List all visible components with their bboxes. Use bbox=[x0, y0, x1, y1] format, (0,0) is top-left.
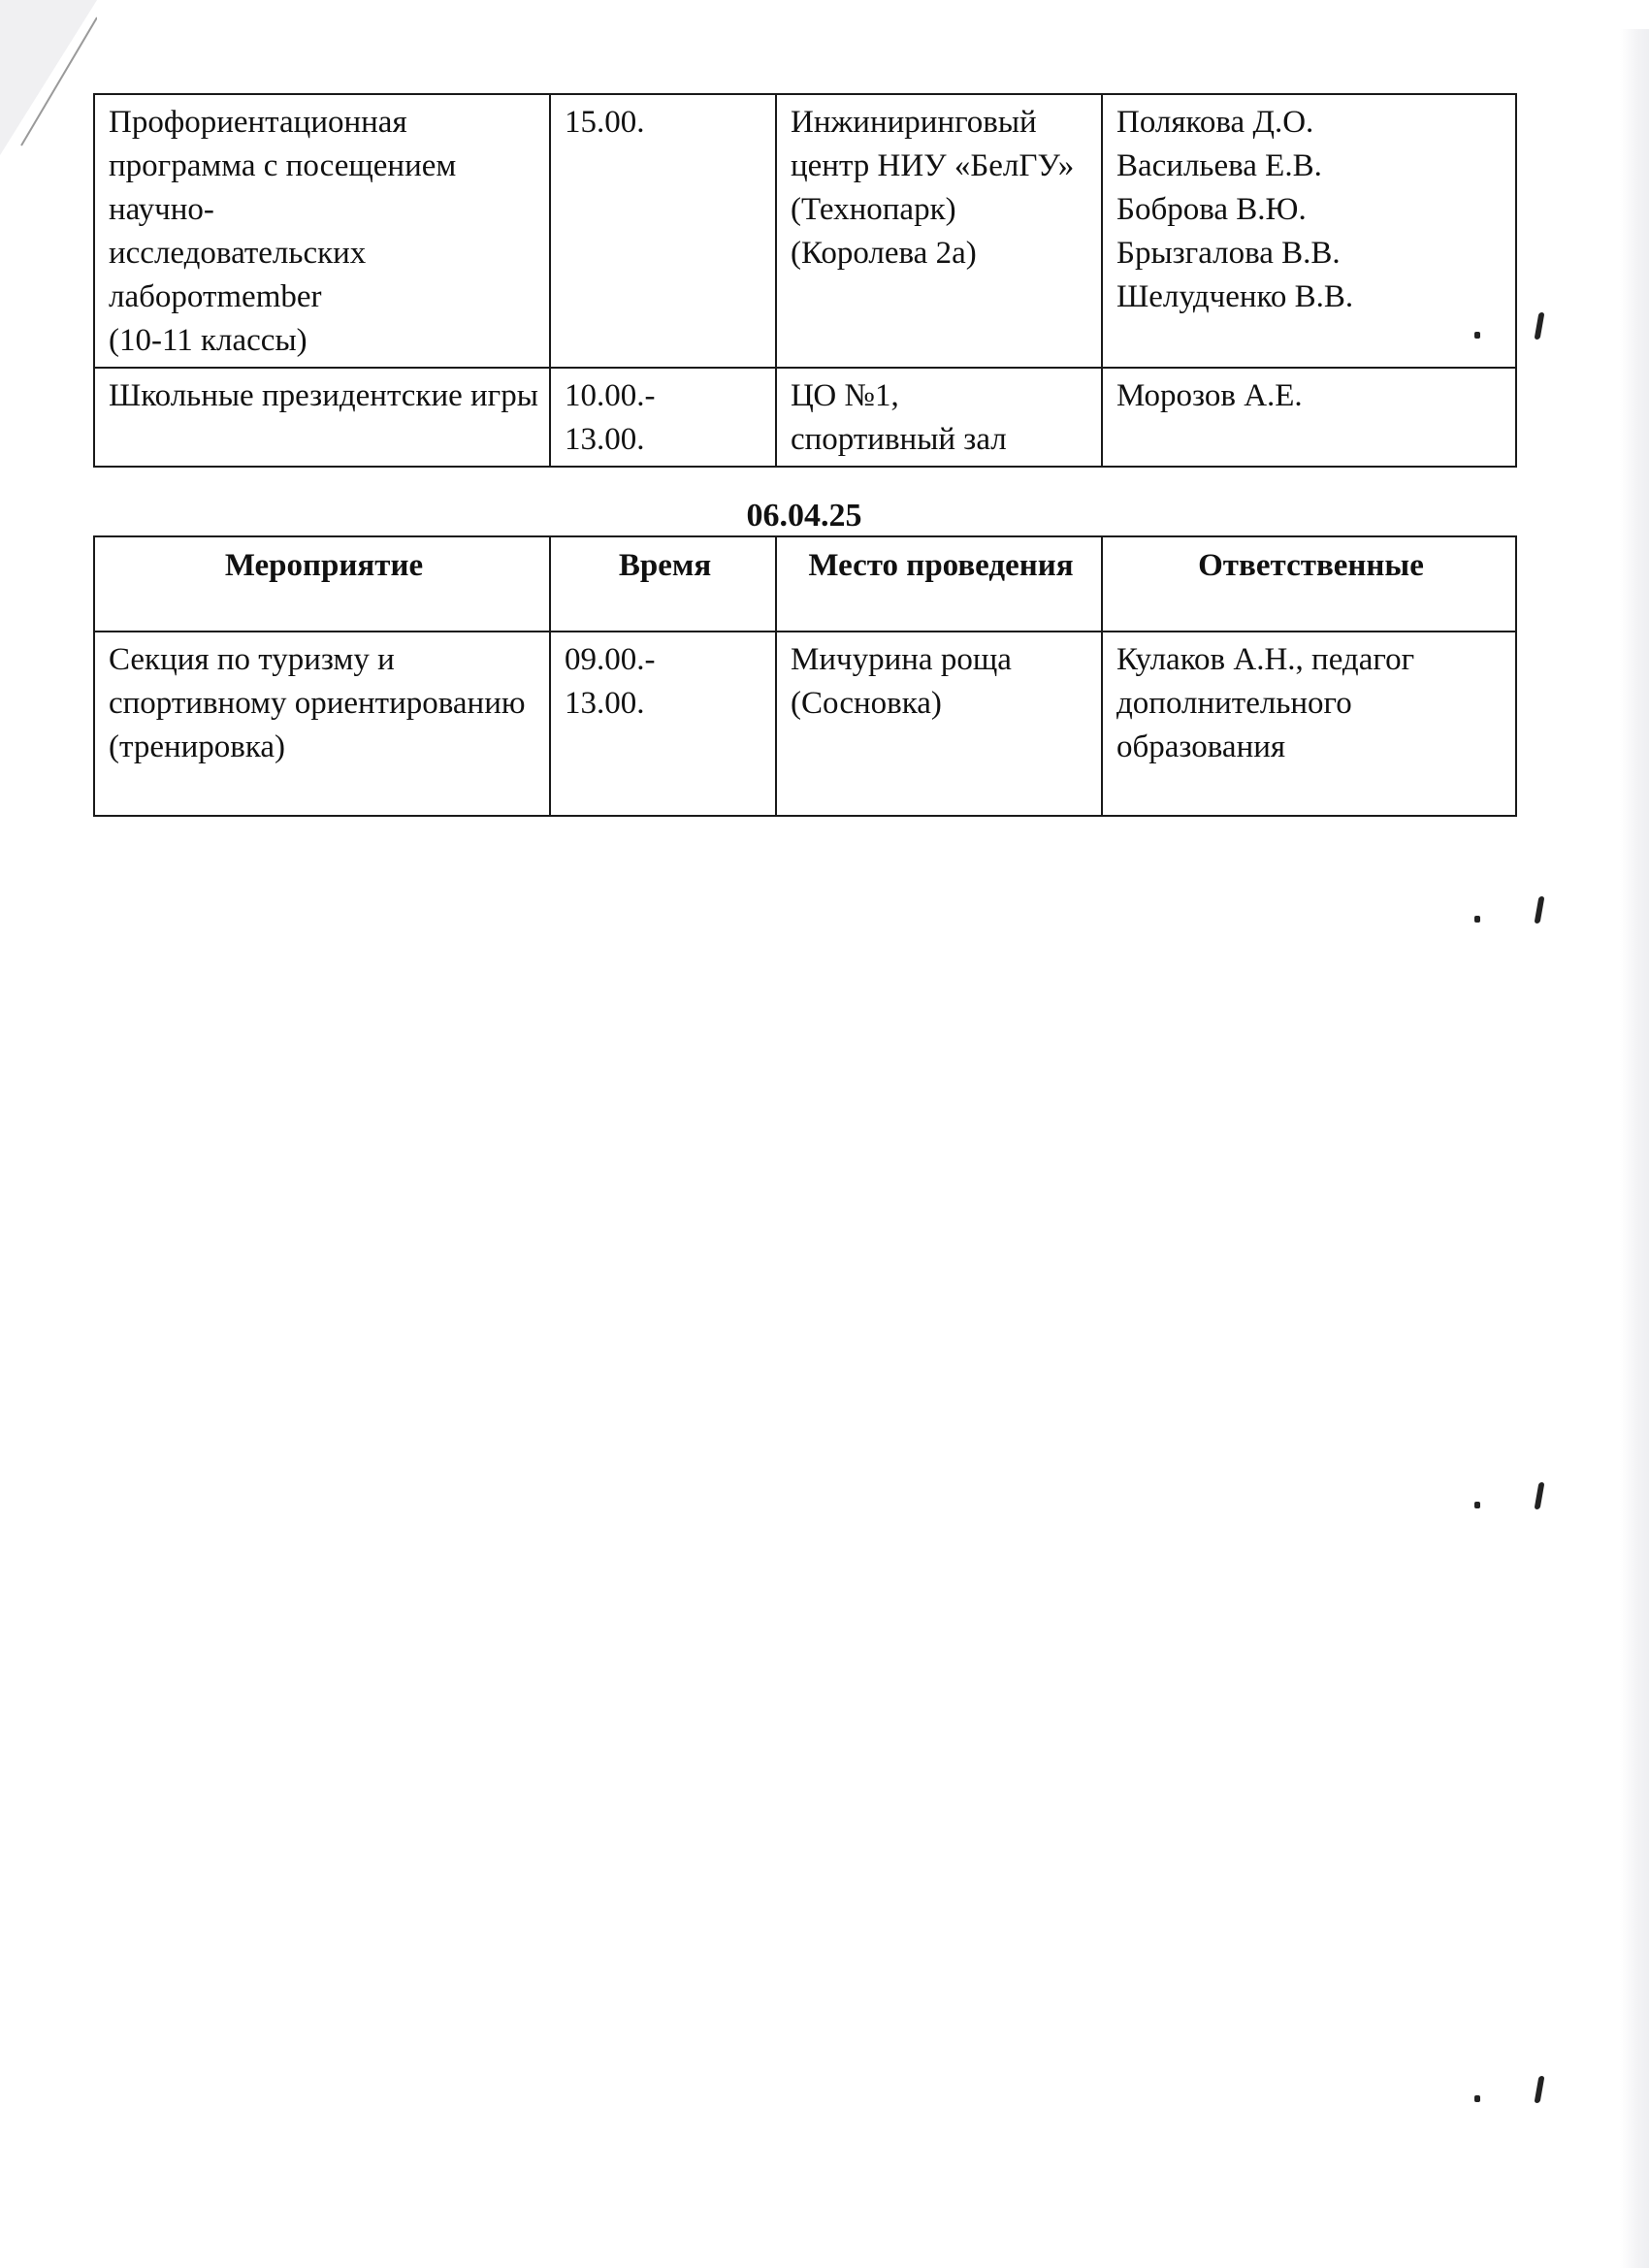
responsible-cell: Кулаков А.Н., педагог дополнительного образования bbox=[1102, 632, 1516, 816]
time-cell: 15.00. bbox=[550, 94, 776, 368]
column-header-time: Время bbox=[550, 536, 776, 632]
table-row bbox=[94, 368, 1516, 467]
table-row bbox=[94, 94, 1516, 368]
place-cell: ЦО №1, спортивный зал bbox=[776, 368, 1102, 467]
event-cell: Школьные президентские игры bbox=[94, 368, 550, 467]
date-heading: 06.04.25 bbox=[746, 498, 862, 534]
responsible-cell: Полякова Д.О. Васильева Е.В. Боброва В.Ю. Брызгалова В.В. Шелудченко В.В. bbox=[1102, 94, 1516, 368]
schedule-table-previous-day bbox=[93, 93, 1517, 468]
scan-edge-artifact bbox=[1620, 29, 1649, 2268]
time-cell: 10.00.- 13.00. bbox=[550, 368, 776, 467]
time-cell: 09.00.- 13.00. bbox=[550, 632, 776, 816]
column-header-event: Мероприятие bbox=[94, 536, 550, 632]
responsible-cell: Морозов А.Е. bbox=[1102, 368, 1516, 467]
column-header-place: Место проведения bbox=[776, 536, 1102, 632]
schedule-table-0604 bbox=[93, 535, 1517, 817]
table-header-row bbox=[94, 536, 1516, 632]
place-cell: Мичурина роща (Сосновка) bbox=[776, 632, 1102, 816]
column-header-responsible: Ответственные bbox=[1102, 536, 1516, 632]
event-cell: Секция по туризму и спортивному ориентированию (тренировка) bbox=[94, 632, 550, 816]
table-row bbox=[94, 632, 1516, 816]
place-cell: Инжиниринговый центр НИУ «БелГУ» (Технопарк) (Королева 2а) bbox=[776, 94, 1102, 368]
event-cell: Профориентационная программа с посещением научно- исследовательских лаборотmember (10-11 классы) bbox=[94, 94, 550, 368]
scan-corner-artifact bbox=[0, 0, 97, 155]
